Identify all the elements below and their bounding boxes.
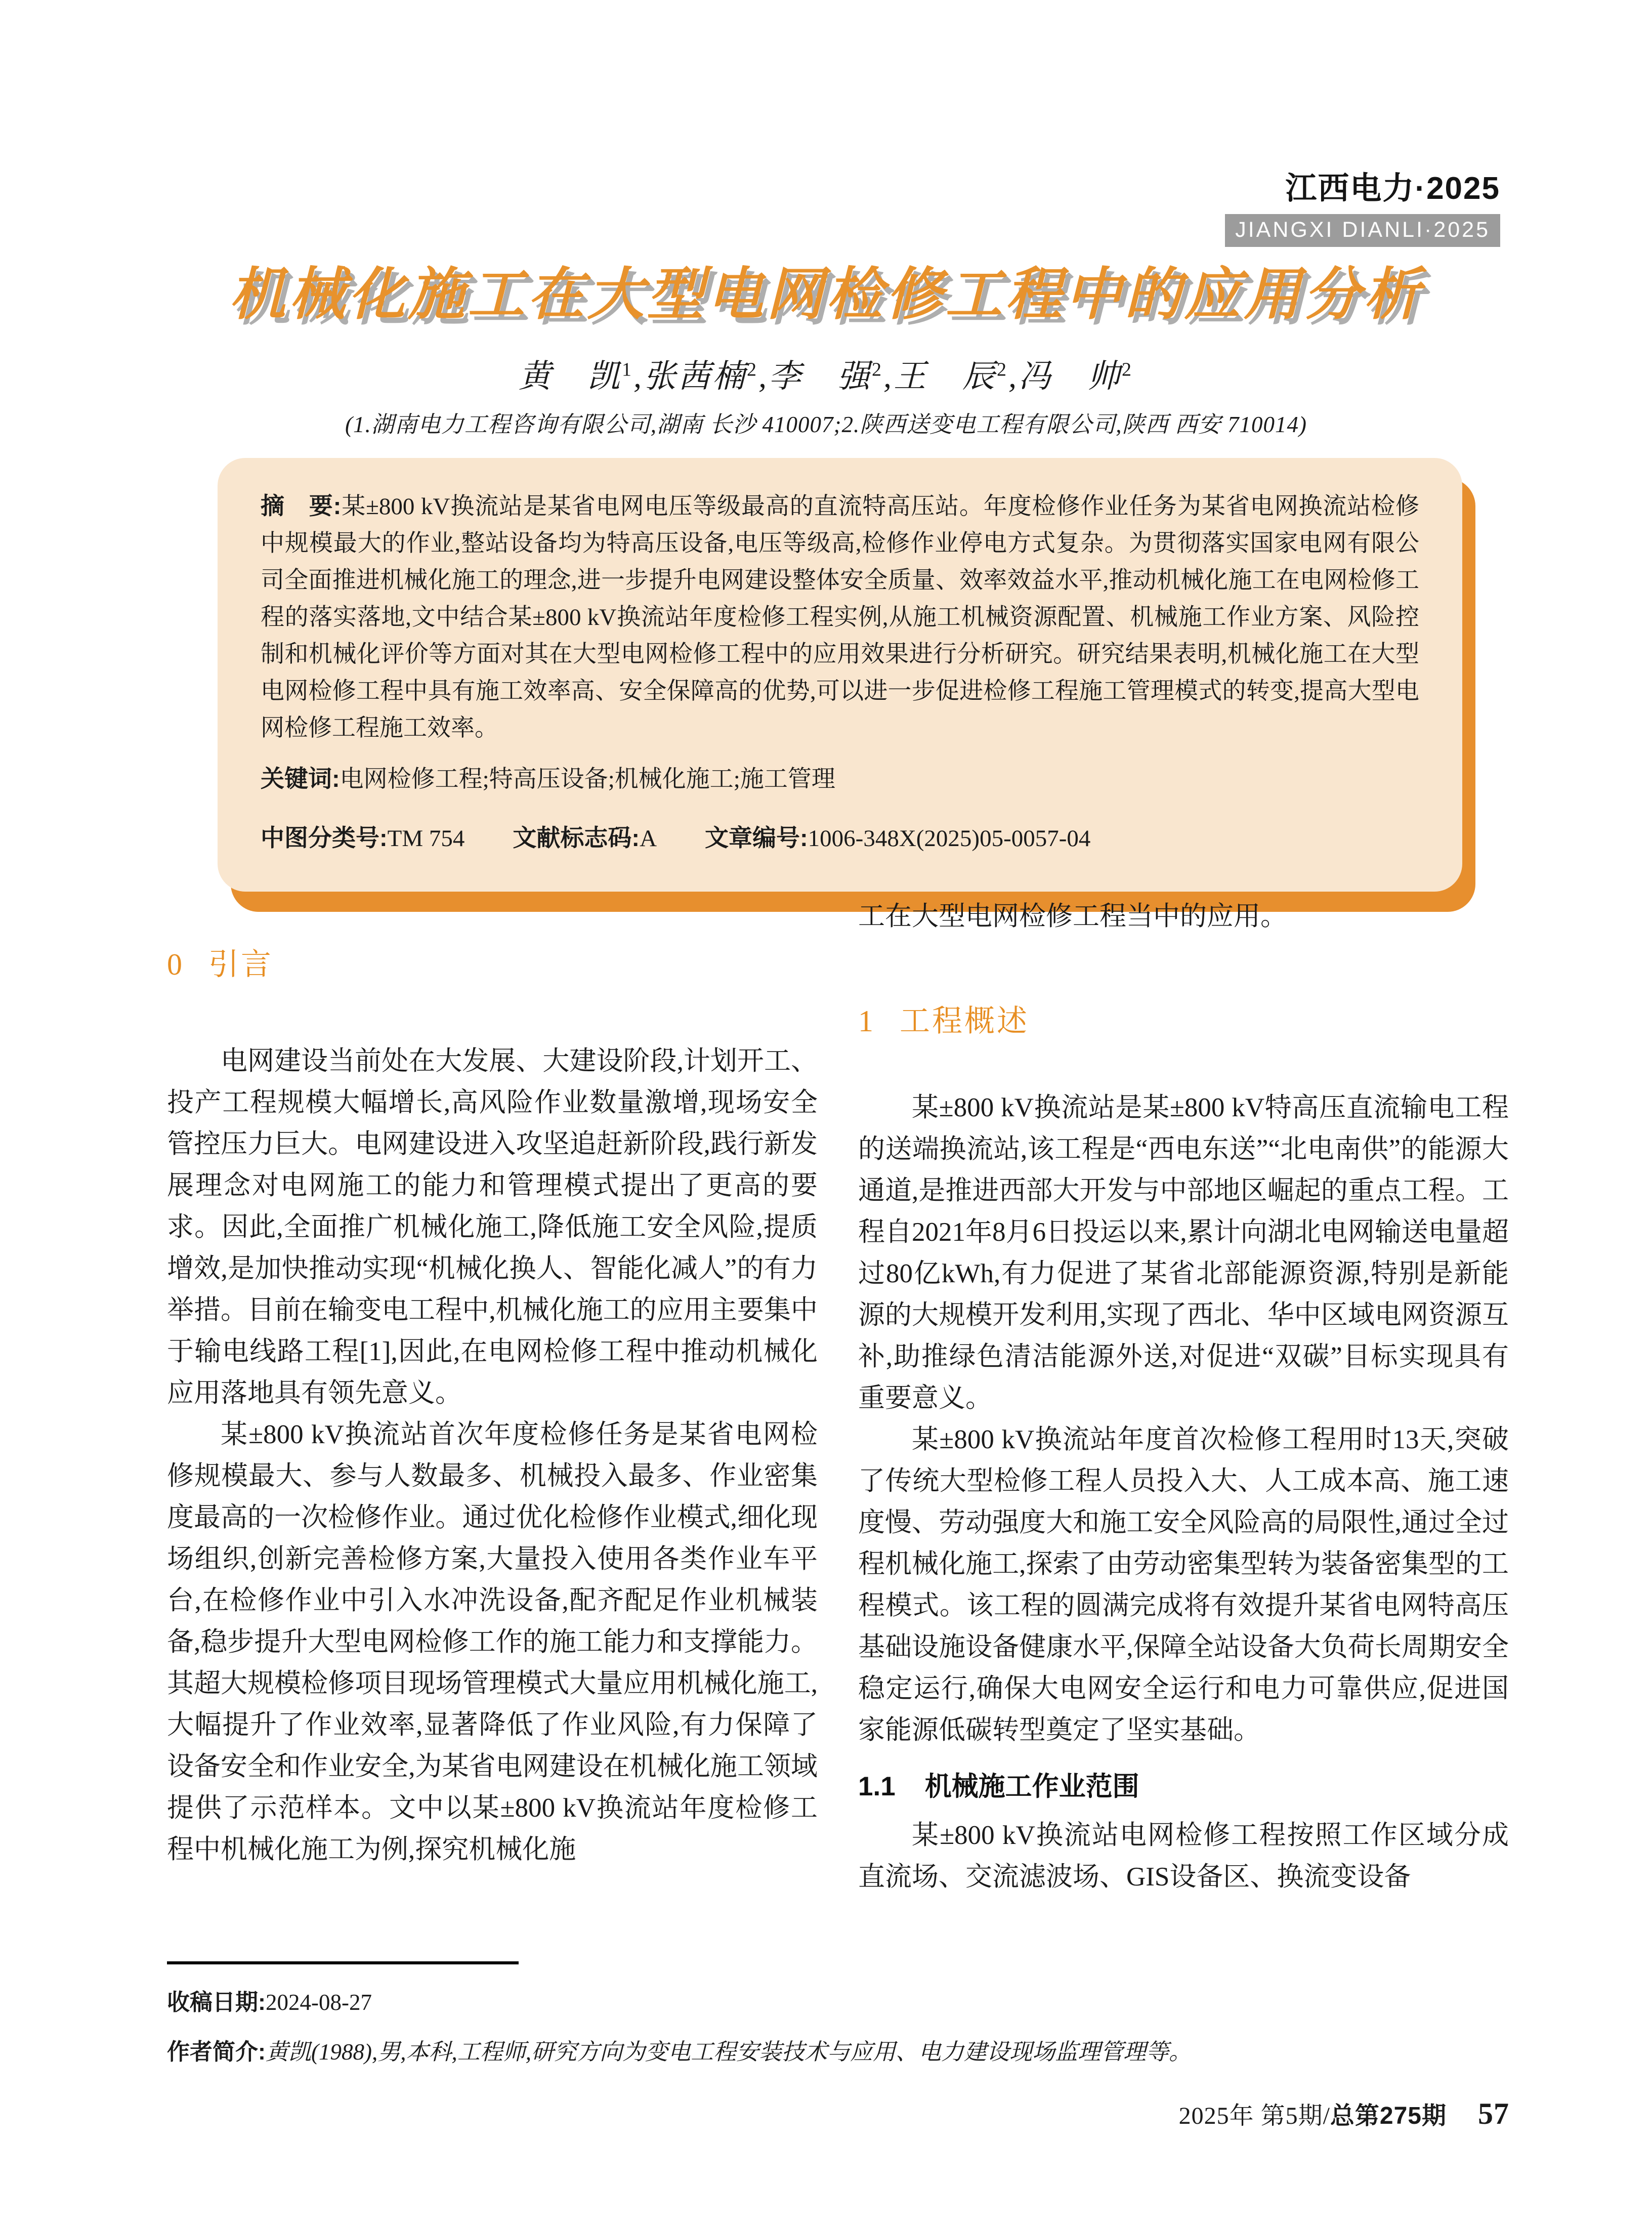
author-bio-label: 作者简介: bbox=[167, 2039, 266, 2065]
keywords-line bbox=[261, 760, 1419, 798]
right-column bbox=[858, 896, 1509, 1898]
author-bio-line bbox=[167, 2033, 1508, 2071]
subsection-title: 机械施工作业范围 bbox=[924, 1772, 1139, 1801]
author-affiliation-sup: 2 bbox=[997, 359, 1008, 381]
abstract-text: 某±800 kV换流站是某省电网电压等级最高的直流特高压站。年度检修作业任务为某省电网换流站检修中规模最大的作业,整站设备均为特高压设备,电压等级高,检修作业停电方式复杂。为贯彻落实国家电网有限公司全面推进机械化施工的理念,进一步提升电网建设整体安全质量、效率效益水平,推动机械化施工在电网检修工程的落实落地,文中结合某±800 kV换流站年度检修工程实例,从施工机械资源配置、机械施工作业方案、风险控制和机械化评价等方面对其在大型电网检修工程中的应用效果进行分析研究。研究结果表明,机械化施工在大型电网检修工程中具有施工效率高、安全保障高的优势,可以进一步促进检修工程施工管理模式的转变,提高大型电网检修工程施工效率。 bbox=[261, 493, 1420, 741]
section-title: 工程概述 bbox=[900, 1004, 1029, 1038]
author: ,张茜楠$^2$ bbox=[633, 358, 758, 394]
journal-header bbox=[1225, 163, 1500, 247]
intro-paragraph-2: 某±800 kV换流站首次年度检修任务是某省电网检修规模最大、参与人数最多、机械投入最多、作业密集度最高的一次检修作业。通过优化检修作业模式,细化现场组织,创新完善检修方案,大量投入使用各类作业车平台,在检修作业中引入水冲洗设备,配齐配足作业机械装备,稳步提升大型电网检修工作的施工能力和支撑能力。其超大规模检修项目现场管理模式大量应用机械化施工,大幅提升了作业效率,显著降低了作业风险,有力保障了设备安全和作业安全,为某省电网建设在机械化施工领域提供了示范样本。文中以某±800 kV换流站年度检修工程中机械化施工为例,探究机械化施 bbox=[167, 1420, 818, 1864]
author: 黄 凯$^1$ bbox=[519, 358, 633, 394]
author-affiliation-sup: 2 bbox=[1122, 359, 1133, 381]
section-title: 引言 bbox=[208, 947, 273, 981]
page-number: 57 bbox=[1478, 2097, 1509, 2130]
overview-paragraph-2: 某±800 kV换流站年度首次检修工程用时13天,突破了传统大型检修工程人员投入大、人工成本高、施工速度慢、劳动强度大和施工安全风险高的局限性,通过全过程机械化施工,探索了由劳动密集型转为装备密集型的工程模式。该工程的圆满完成将有效提升某省电网特高压基础设施设备健康水平,保障全站设备大负荷长周期安全稳定运行,确保大电网安全运行和电力可靠供应,促进国家能源低碳转型奠定了坚实基础。 bbox=[858, 1425, 1509, 1745]
footnote-block bbox=[167, 1961, 1508, 2083]
article-title: 机械化施工在大型电网检修工程中的应用分析 bbox=[229, 263, 1423, 326]
intro-paragraph-1: 电网建设当前处在大发展、大建设阶段,计划开工、投产工程规模大幅增长,高风险作业数量激增,现场安全管控压力巨大。电网建设进入攻坚追赶新阶段,践行新发展理念对电网施工的能力和管理模式提出了更高的要求。因此,全面推广机械化施工,降低施工安全风险,提质增效,是加快推动实现“机械化换人、智能化减人”的有力举措。目前在输变电工程中,机械化施工的应用主要集中于输电线路工程[1],因此,在电网检修工程中推动机械化应用落地具有领先意义。 bbox=[167, 1046, 818, 1408]
author-affiliation-sup: 2 bbox=[872, 359, 883, 381]
author-affiliation-sup: 2 bbox=[747, 359, 758, 381]
scope-paragraph: 某±800 kV换流站电网检修工程按照工作区域分成直流场、交流滤波场、GIS设备区、换流变设备 bbox=[858, 1821, 1509, 1892]
keywords-text: 电网检修工程;特高压设备;机械化施工;施工管理 bbox=[340, 766, 835, 792]
author: ,李 强$^2$ bbox=[758, 358, 883, 394]
abstract-label: 摘 要: bbox=[261, 492, 342, 519]
abstract-paragraph bbox=[261, 487, 1419, 747]
left-column bbox=[167, 896, 818, 1898]
journal-name-cn: 江西电力·2025 bbox=[1285, 171, 1500, 206]
author: ,冯 帅$^2$ bbox=[1008, 358, 1133, 394]
issue-info-total: 总第275期 bbox=[1330, 2103, 1447, 2129]
subsection-number: 1.1 bbox=[858, 1772, 896, 1801]
received-date-line bbox=[167, 1984, 1508, 2021]
clc-value: TM 754 bbox=[387, 825, 465, 852]
received-date-label: 收稿日期: bbox=[167, 1989, 266, 2015]
authors-line bbox=[0, 350, 1652, 397]
affiliation: (1.湖南电力工程咨询有限公司,湖南 长沙 410007;2.陕西送变电工程有限公司,陕西 西安 710014) bbox=[345, 412, 1307, 437]
body-columns bbox=[167, 896, 1509, 1898]
journal-name-en: JIANGXI DIANLI·2025 bbox=[1225, 214, 1500, 247]
subsection-heading-scope bbox=[858, 1765, 1509, 1803]
author-affiliation-sup: 1 bbox=[622, 359, 633, 381]
issue-info: 2025年 第5期/ bbox=[1178, 2103, 1330, 2129]
author-bio-value: 黄凯(1988),男,本科,工程师,研究方向为变电工程安装技术与应用、电力建设现场监理管理等。 bbox=[266, 2039, 1192, 2065]
section-heading-intro bbox=[167, 940, 818, 984]
received-date-value: 2024-08-27 bbox=[266, 1990, 372, 2015]
intro-paragraph-continuation: 工在大型电网检修工程当中的应用。 bbox=[858, 902, 1287, 931]
doc-code-value: A bbox=[640, 825, 657, 852]
abstract-box bbox=[218, 458, 1462, 892]
clc-label: 中图分类号: bbox=[261, 824, 388, 851]
doc-code-label: 文献标志码: bbox=[513, 824, 640, 851]
author: ,王 辰$^2$ bbox=[883, 358, 1008, 394]
section-number: 1 bbox=[858, 1004, 873, 1038]
overview-paragraph-1: 某±800 kV换流站是某±800 kV特高压直流输电工程的送端换流站,该工程是“西电东送”“北电南供”的能源大通道,是推进西部大开发与中部地区崛起的重点工程。工程自2021年8月6日投运以来,累计向湖北电网输送电量超过80亿kWh,有力促进了某省北部能源资源,特别是新能源的大规模开发利用,实现了西北、华中区域电网资源互补,助推绿色清洁能源外送,对促进“双碳”目标实现具有重要意义。 bbox=[858, 1093, 1509, 1413]
article-id-value: 1006-348X(2025)05-0057-04 bbox=[808, 825, 1091, 852]
keywords-label: 关键词: bbox=[261, 765, 340, 792]
section-number: 0 bbox=[167, 948, 182, 981]
section-heading-overview bbox=[858, 997, 1509, 1040]
article-id-label: 文章编号: bbox=[705, 824, 808, 851]
page-footer bbox=[1179, 2096, 1509, 2131]
footnote-divider bbox=[167, 1961, 519, 1964]
classification-line bbox=[261, 819, 1419, 857]
